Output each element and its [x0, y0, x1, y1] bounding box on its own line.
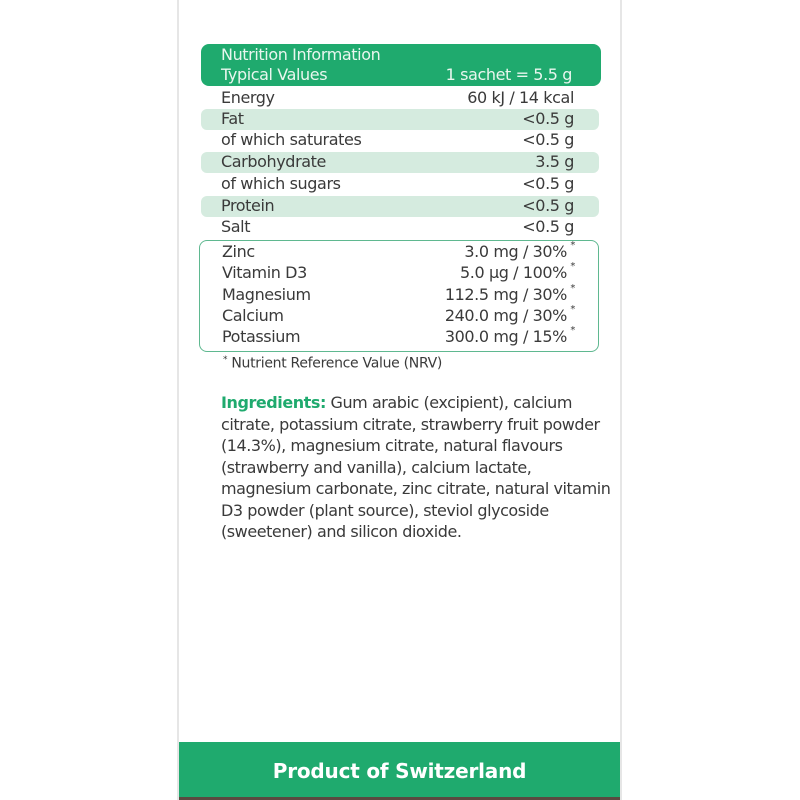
- nrv-marker: *: [570, 283, 575, 294]
- nutrient-row-energy: [201, 88, 599, 109]
- mineral-value: 300.0 mg / 15%: [444, 327, 567, 346]
- mineral-row-potassium: [200, 326, 598, 347]
- serving-size: 1 sachet = 5.5 g: [445, 65, 572, 84]
- mineral-row-zinc: [200, 241, 598, 262]
- nutrient-value: <0.5 g: [522, 174, 574, 193]
- nutrient-value: <0.5 g: [522, 217, 574, 236]
- ingredients-heading: Ingredients:: [221, 393, 326, 412]
- origin-text: Product of Switzerland: [272, 759, 527, 783]
- mineral-label: Zinc: [222, 242, 255, 261]
- nutrient-label: Carbohydrate: [221, 152, 326, 171]
- nutrient-row-protein: [201, 196, 599, 217]
- mineral-value: 5.0 µg / 100%: [460, 263, 567, 282]
- mineral-label: Magnesium: [222, 285, 311, 304]
- nutrient-row-sugars: [201, 174, 599, 195]
- nutrition-title: Nutrition Information: [221, 45, 381, 64]
- nrv-marker: *: [570, 325, 575, 336]
- ingredients-text: Gum arabic (excipient), calcium citrate, potassium citrate, strawberry fruit powder (14.3%), magnesium citrate, natural flavours (strawberry and vanilla), calcium lactate, magnesium carbonate, zinc citrate, natural vitamin D3 powder (plant source), steviol glycoside (sweetener) and silicon dioxide.: [221, 393, 611, 541]
- nutrient-label: Energy: [221, 88, 275, 107]
- mineral-label: Potassium: [222, 327, 301, 346]
- mineral-row-magnesium: [200, 284, 598, 305]
- nutrient-value: <0.5 g: [522, 109, 574, 128]
- nutrient-row-salt: [201, 217, 599, 238]
- nutrient-value: 3.5 g: [535, 152, 574, 171]
- mineral-value: 3.0 mg / 30%: [464, 242, 567, 261]
- nutrient-row-carbohydrate: [201, 152, 599, 173]
- nutrient-label: Salt: [221, 217, 251, 236]
- origin-banner: [179, 742, 620, 800]
- nrv-marker: *: [570, 304, 575, 315]
- minerals-box: [199, 240, 599, 352]
- nrv-marker: *: [570, 240, 575, 251]
- nutrient-label: of which sugars: [221, 174, 341, 193]
- mineral-label: Calcium: [222, 306, 284, 325]
- nutrient-row-saturates: [201, 130, 599, 151]
- mineral-label: Vitamin D3: [222, 263, 307, 282]
- nutrient-label: Fat: [221, 109, 244, 128]
- mineral-value: 112.5 mg / 30%: [444, 285, 567, 304]
- mineral-row-calcium: [200, 305, 598, 326]
- label-panel: [177, 0, 622, 800]
- nutrition-header: [201, 44, 601, 86]
- ingredients-paragraph: [221, 392, 626, 543]
- nutrient-value: <0.5 g: [522, 196, 574, 215]
- typical-values-label: Typical Values: [221, 65, 328, 84]
- mineral-value: 240.0 mg / 30%: [444, 306, 567, 325]
- nrv-footnote: [223, 355, 442, 372]
- footnote-marker: *: [223, 355, 228, 365]
- nutrient-value: 60 kJ / 14 kcal: [467, 88, 574, 107]
- footnote-text: Nutrient Reference Value (NRV): [227, 355, 443, 372]
- nutrient-label: Protein: [221, 196, 275, 215]
- mineral-row-vitamin-d3: [200, 262, 598, 283]
- nutrient-label: of which saturates: [221, 130, 362, 149]
- nutrient-value: <0.5 g: [522, 130, 574, 149]
- nutrient-row-fat: [201, 109, 599, 130]
- nrv-marker: *: [570, 261, 575, 272]
